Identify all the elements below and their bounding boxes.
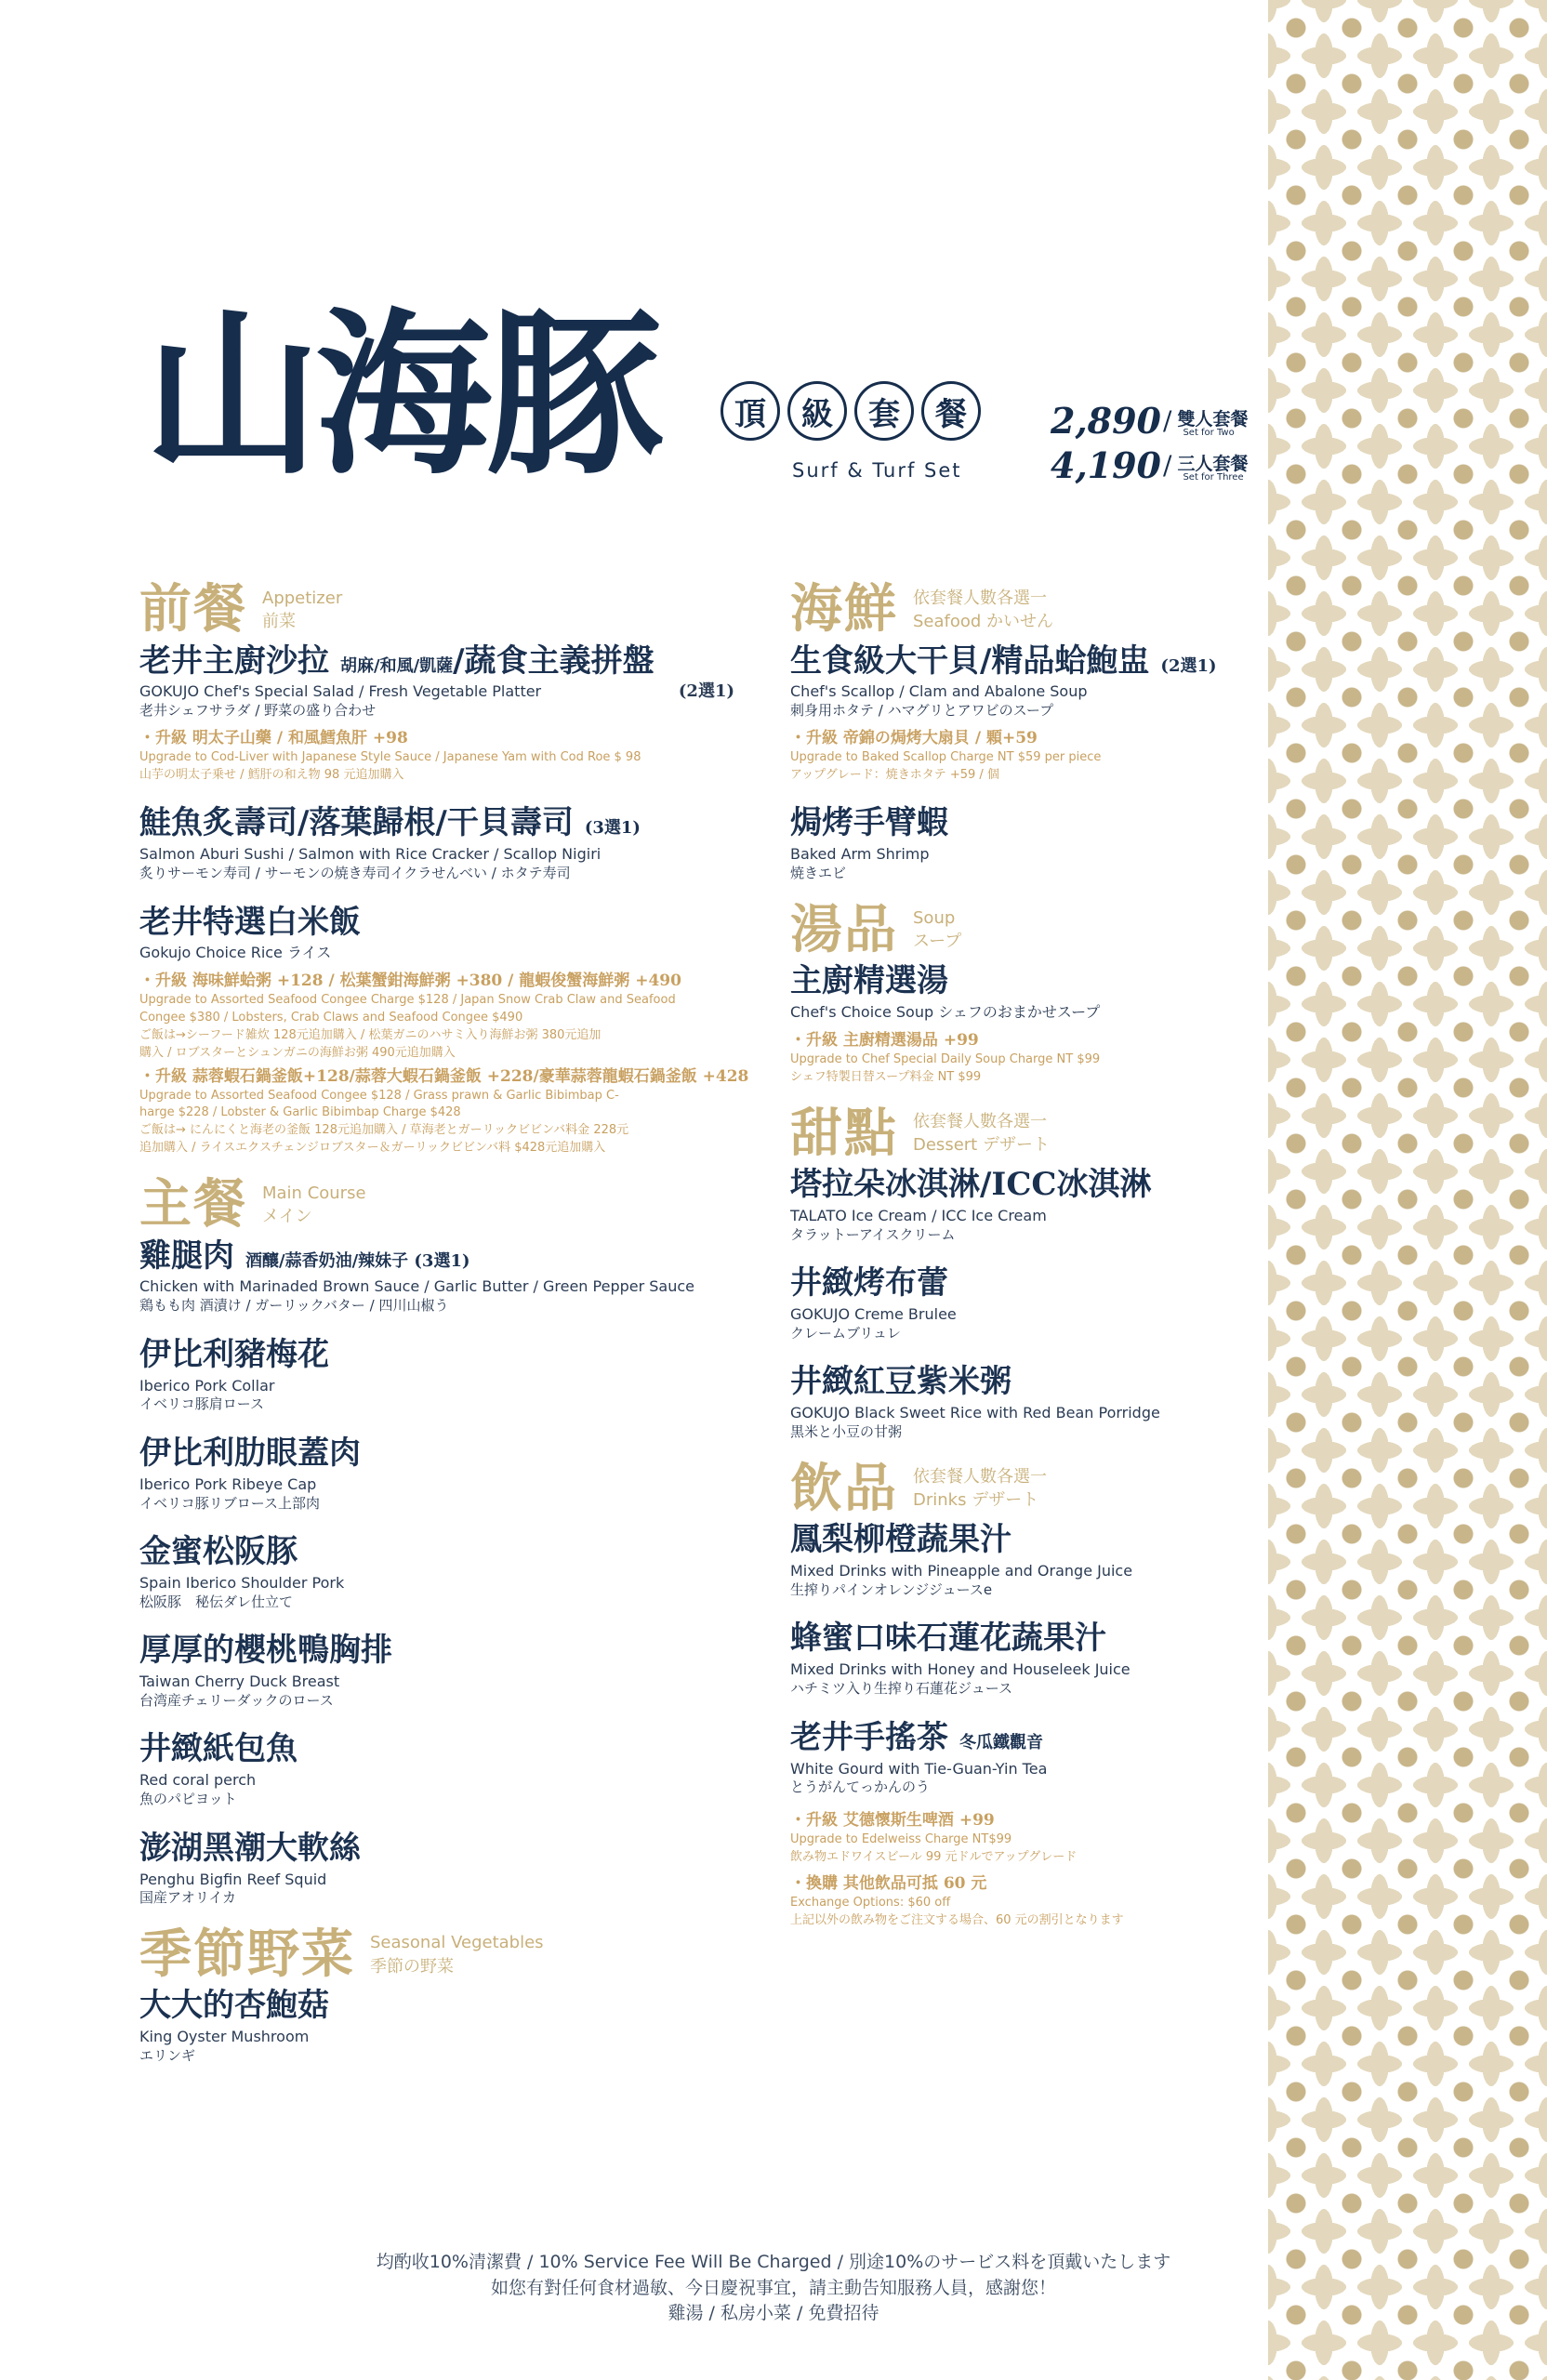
footer-line: 如您有對任何食材過敏、今日慶祝事宜，請主動告知服務人員，感謝您！ (490, 2277, 1056, 2298)
upgrade-desc: Upgrade to Edelweiss Charge NT$99 (790, 1831, 1012, 1846)
upgrade-desc: Upgrade to Assorted Seafood Congee $128 / Grass prawn & Garlic Bibimbap C- (139, 1088, 619, 1103)
section-title: 海鮮 (790, 578, 898, 640)
set-title-circles (721, 381, 981, 441)
item-jp: 黒米と小豆の甘粥 (790, 1423, 903, 1441)
upgrade-option (790, 728, 1236, 785)
section-subtitle (913, 1465, 1047, 1512)
menu-item (139, 1630, 772, 1710)
set-subtitle: Surf & Turf Set (792, 459, 962, 482)
section-sub-en: Seasonal Vegetables (370, 1933, 544, 1953)
item-title: 井緻紙包魚 (139, 1730, 298, 1768)
item-en: Mixed Drinks with Honey and Houseleek Juice (790, 1660, 1130, 1679)
menu-item (139, 1985, 772, 2065)
set-char-circle: 餐 (921, 381, 981, 441)
item-title-row (139, 1236, 772, 1278)
item-jp: 老井シェフサラダ / 野菜の盛り合わせ (139, 702, 377, 720)
section-seafood (790, 578, 1236, 640)
section-title: 季節野菜 (139, 1923, 355, 1985)
menu-item (139, 641, 772, 785)
section-dessert (790, 1102, 1236, 1164)
upgrade-desc: Exchange Options: $60 off (790, 1896, 951, 1911)
section-appetizer (139, 578, 772, 640)
item-jp: 炙りサーモン寿司 / サーモンの焼き寿司イクラせんべい / ホタテ寿司 (139, 865, 571, 882)
upgrade-option (790, 1873, 1236, 1930)
upgrade-title: ・升級 明太子山藥 / 和風鱈魚肝 +98 (139, 728, 408, 747)
menu-item (790, 641, 1236, 785)
item-en: GOKUJO Black Sweet Rice with Red Bean Porridge (790, 1404, 1160, 1422)
item-title-row (139, 902, 772, 945)
item-jp: 刺身用ホタテ / ハマグリとアワビのスープ (790, 702, 1054, 720)
upgrade-desc: 追加購入 / ライスエクスチェンジロブスター＆ガーリックビビンバ料 $428元追加購入 (139, 1141, 606, 1156)
item-title-row (790, 1717, 1236, 1760)
price-slash: / (1163, 450, 1172, 481)
price-label (1177, 411, 1248, 438)
item-en: Chicken with Marinaded Brown Sauce / Garlic Butter / Green Pepper Sauce (139, 1277, 695, 1296)
decorative-pattern-strip (1268, 0, 1547, 2380)
footer-notes (0, 2250, 1547, 2327)
section-sub-jp: スープ (913, 932, 962, 952)
section-drinks (790, 1457, 1236, 1519)
menu-item (790, 1164, 1236, 1244)
menu-item (139, 1236, 772, 1316)
item-jp: イベリコ豚肩ロース (139, 1395, 264, 1413)
item-en: Spain Iberico Shoulder Pork (139, 1573, 345, 1592)
item-jp: 国産アオリイカ (139, 1889, 236, 1907)
item-en: GOKUJO Chef's Special Salad / Fresh Vegetable Platter (139, 682, 542, 701)
upgrade-desc: Upgrade to Baked Scallop Charge NT $59 per piece (790, 749, 1102, 764)
upgrade-desc: Congee $380 / Lobsters, Crab Claws and Seafood Congee $490 (139, 1011, 523, 1025)
item-jp: 松阪豚 秘伝ダレ仕立て (139, 1593, 294, 1610)
item-en: Gokujo Choice Rice ライス (139, 944, 332, 962)
upgrade-title: ・升級 帝錦の焗烤大扇貝 / 顆+59 (790, 728, 1038, 747)
section-title: 主餐 (139, 1172, 247, 1235)
section-sub-en: Main Course (262, 1183, 366, 1203)
item-title: 生食級大干貝/精品蛤鮑盅 (790, 641, 1150, 680)
item-title: 塔拉朵冰淇淋/ICC冰淇淋 (790, 1166, 1152, 1204)
section-sub-en: 依套餐人數各選一 (913, 1467, 1047, 1488)
upgrade-title: ・升級 海味鮮蛤粥 +128 / 松葉蟹鉗海鮮粥 +380 / 龍蝦俊蟹海鮮粥 +490 (139, 972, 681, 991)
upgrade-desc: ご飯は→シーフード雑炊 128元追加購入 / 松葉ガニのハサミ入り海鮮お粥 380元追加 (139, 1027, 602, 1042)
upgrade-option (139, 971, 772, 1062)
item-title: 井緻紅豆紫米粥 (790, 1363, 1012, 1401)
item-note: 酒釀/蒜香奶油/辣妹子 (3選1) (245, 1250, 470, 1271)
price-two (1051, 400, 1248, 442)
item-en: Penghu Bigfin Reef Squid (139, 1870, 327, 1888)
item-en: King Oyster Mushroom (139, 2028, 310, 2046)
upgrade-desc: 飲み物エドワイスビール 99 元ドルでアップグレード (790, 1849, 1078, 1864)
item-jp: 焼きエビ (790, 865, 847, 882)
menu-item (790, 1618, 1236, 1698)
upgrade-desc: ご飯は→ にんにくと海老の釜飯 128元追加購入 / 草海老とガーリックビビンバ料金 228元 (139, 1123, 629, 1138)
item-title: 鳳梨柳橙蔬果汁 (790, 1521, 1012, 1559)
item-en: Iberico Pork Ribeye Cap (139, 1474, 317, 1493)
section-title: 湯品 (790, 898, 898, 960)
menu-item (790, 1717, 1236, 1930)
item-note: 冬瓜鐵觀音 (959, 1732, 1043, 1752)
price-label-en: Set for Two (1183, 428, 1235, 438)
item-title: 鮭魚炙壽司/落葉歸根/干貝壽司 (139, 804, 574, 842)
section-sub-en: Soup (913, 908, 956, 929)
right-column (790, 578, 1236, 1949)
section-seasonal-vegetables (139, 1923, 772, 1985)
item-title: 蜂蜜口味石蓮花蔬果汁 (790, 1620, 1106, 1658)
section-subtitle (913, 906, 961, 953)
section-subtitle (370, 1931, 544, 1977)
upgrade-desc: 購入 / ロブスターとシュンガニの海鮮お粥 490元追加購入 (139, 1045, 456, 1060)
menu-item (790, 960, 1236, 1086)
section-subtitle (262, 587, 342, 633)
item-jp: 台湾産チェリーダックのロース (139, 1691, 334, 1709)
item-title: 厚厚的櫻桃鴨胸排 (139, 1632, 392, 1670)
item-title: 焗烤手臂蝦 (790, 804, 948, 842)
item-en: TALATO Ice Cream / ICC Ice Cream (790, 1206, 1047, 1224)
price-slash: / (1163, 405, 1172, 436)
item-title: 老井手搖茶 (790, 1718, 948, 1756)
section-sub-en: 依套餐人數各選一 (913, 588, 1047, 608)
upgrade-desc: Upgrade to Cod-Liver with Japanese Style Sauce / Japanese Yam with Cod Roe $ 98 (139, 749, 641, 764)
upgrade-title: ・換購 其他飲品可抵 60 元 (790, 1874, 987, 1894)
upgrade-title: ・升級 蒜蓉蝦石鍋釜飯+128/蒜蓉大蝦石鍋釜飯 +228/豪華蒜蓉龍蝦石鍋釜飯 +428 (139, 1066, 749, 1086)
item-title-row (139, 641, 772, 683)
set-char-circle: 級 (787, 381, 847, 441)
item-jp: イベリコ豚リブロース上部肉 (139, 1494, 320, 1512)
item-jp: 魚のパピヨット (139, 1791, 237, 1808)
menu-item (790, 1361, 1236, 1441)
item-title: 大大的杏鮑菇 (139, 1987, 329, 2025)
set-char-circle: 頂 (721, 381, 780, 441)
upgrade-option (790, 1810, 1236, 1867)
section-subtitle (913, 587, 1053, 633)
item-en-row (139, 682, 772, 702)
menu-item (790, 1263, 1236, 1342)
menu-item (139, 902, 772, 1157)
menu-item (139, 1828, 772, 1908)
section-title: 前餐 (139, 578, 247, 640)
menu-item (139, 802, 772, 882)
section-sub-jp: Drinks デザート (913, 1490, 1039, 1511)
section-sub-jp: 前菜 (262, 611, 296, 631)
item-title: 雞腿肉 (139, 1236, 234, 1275)
menu-item (139, 1433, 772, 1513)
left-column (139, 578, 772, 2084)
upgrade-desc: アップグレード：焼きホタテ +59 / 個 (790, 767, 999, 782)
item-en: Mixed Drinks with Pineapple and Orange Juice (790, 1562, 1133, 1580)
price-label-en: Set for Three (1183, 472, 1244, 483)
menu-item (139, 1531, 772, 1611)
item-jp: タラットーアイスクリーム (790, 1225, 956, 1243)
upgrade-option (790, 1030, 1236, 1087)
item-jp: 鶏もも肉 酒漬け / ガーリックバター / 四川山椒う (139, 1297, 449, 1315)
price-label-zh: 三人套餐 (1177, 454, 1249, 474)
section-subtitle (913, 1110, 1050, 1157)
section-sub-en: 依套餐人數各選一 (913, 1112, 1047, 1132)
price-label (1177, 456, 1248, 483)
upgrade-option (139, 1066, 772, 1157)
item-title: 伊比利肋眼蓋肉 (139, 1434, 361, 1472)
item-note: 胡麻/和風/凱薩 (340, 655, 454, 676)
section-soup (790, 898, 1236, 960)
item-title-row (790, 641, 1236, 683)
item-en: Chef's Scallop / Clam and Abalone Soup (790, 682, 1088, 701)
section-sub-en: Appetizer (262, 588, 343, 608)
item-title: 井緻烤布蕾 (790, 1264, 948, 1302)
item-en: Chef's Choice Soup シェフのおまかせスープ (790, 1003, 1101, 1022)
item-jp: エリンギ (139, 2047, 196, 2065)
item-title-row (139, 802, 772, 845)
item-en: Baked Arm Shrimp (790, 845, 930, 864)
upgrade-desc: Upgrade to Chef Special Daily Soup Charge NT $99 (790, 1051, 1101, 1066)
item-jp: クレームブリュレ (790, 1324, 901, 1342)
section-sub-jp: Seafood かいせん (913, 611, 1054, 631)
upgrade-desc: シェフ特製日替スープ料金 NT $99 (790, 1069, 982, 1084)
section-title: 飲品 (790, 1457, 898, 1519)
section-sub-jp: Dessert デザート (913, 1135, 1050, 1156)
item-title-continued: /蔬食主義拼盤 (453, 641, 654, 680)
item-title: 老井特選白米飯 (139, 903, 361, 941)
upgrade-desc: 山芋の明太子乗せ / 鱈肝の和え物 98 元追加購入 (139, 767, 404, 782)
restaurant-title: 山海豚 (144, 291, 658, 498)
item-jp: ハチミツ入り生搾り石蓮花ジュース (790, 1680, 1012, 1698)
footer-line: 雞湯 / 私房小菜 / 免費招待 (668, 2303, 879, 2324)
item-title: 澎湖黑潮大軟絲 (139, 1829, 361, 1867)
item-jp: とうがんてっかんのう (790, 1778, 931, 1796)
menu-item (139, 1728, 772, 1808)
item-en: Iberico Pork Collar (139, 1376, 275, 1395)
upgrade-desc: Upgrade to Assorted Seafood Congee Charge $128 / Japan Snow Crab Claw and Seafood (139, 993, 676, 1008)
upgrade-desc: harge $228 / Lobster & Garlic Bibimbap Charge $428 (139, 1105, 461, 1120)
menu-item (790, 802, 1236, 882)
item-title: 主廚精選湯 (790, 962, 948, 1000)
section-title: 甜點 (790, 1102, 898, 1164)
section-subtitle (262, 1182, 366, 1228)
price-three (1051, 444, 1248, 486)
item-title: 老井主廚沙拉 (139, 641, 329, 680)
item-note: (3選1) (584, 818, 641, 839)
item-en: Red coral perch (139, 1771, 257, 1790)
price-amount: 2,890 (1051, 400, 1161, 442)
item-title: 金蜜松阪豚 (139, 1533, 298, 1571)
upgrade-desc: 上記以外の飲み物をご注文する場合、60 元の割引となります (790, 1913, 1124, 1928)
section-sub-jp: メイン (262, 1206, 312, 1226)
footer-line: 均酌收10%清潔費 / 10% Service Fee Will Be Charged / 別途10%のサービス料を頂戴いたします (376, 2252, 1171, 2272)
item-choose-note: (2選1) (678, 681, 734, 702)
price-amount: 4,190 (1051, 444, 1161, 486)
item-en: GOKUJO Creme Brulee (790, 1305, 957, 1324)
upgrade-option (139, 728, 772, 785)
menu-item (139, 1334, 772, 1414)
section-sub-jp: 季節の野菜 (370, 1956, 454, 1977)
item-en: White Gourd with Tie-Guan-Yin Tea (790, 1759, 1048, 1778)
item-note: (2選1) (1160, 655, 1217, 676)
item-title: 伊比利豬梅花 (139, 1335, 329, 1373)
item-jp: 生搾りパインオレンジジュースe (790, 1580, 993, 1598)
upgrade-title: ・升級 主廚精選湯品 +99 (790, 1030, 979, 1050)
item-en: Salmon Aburi Sushi / Salmon with Rice Cracker / Scallop Nigiri (139, 845, 602, 864)
menu-item (790, 1519, 1236, 1599)
upgrade-title: ・升級 艾德懷斯生啤酒 +99 (790, 1810, 995, 1830)
item-en: Taiwan Cherry Duck Breast (139, 1673, 340, 1691)
section-main-course (139, 1172, 772, 1235)
set-char-circle: 套 (854, 381, 914, 441)
price-label-zh: 雙人套餐 (1177, 409, 1249, 430)
